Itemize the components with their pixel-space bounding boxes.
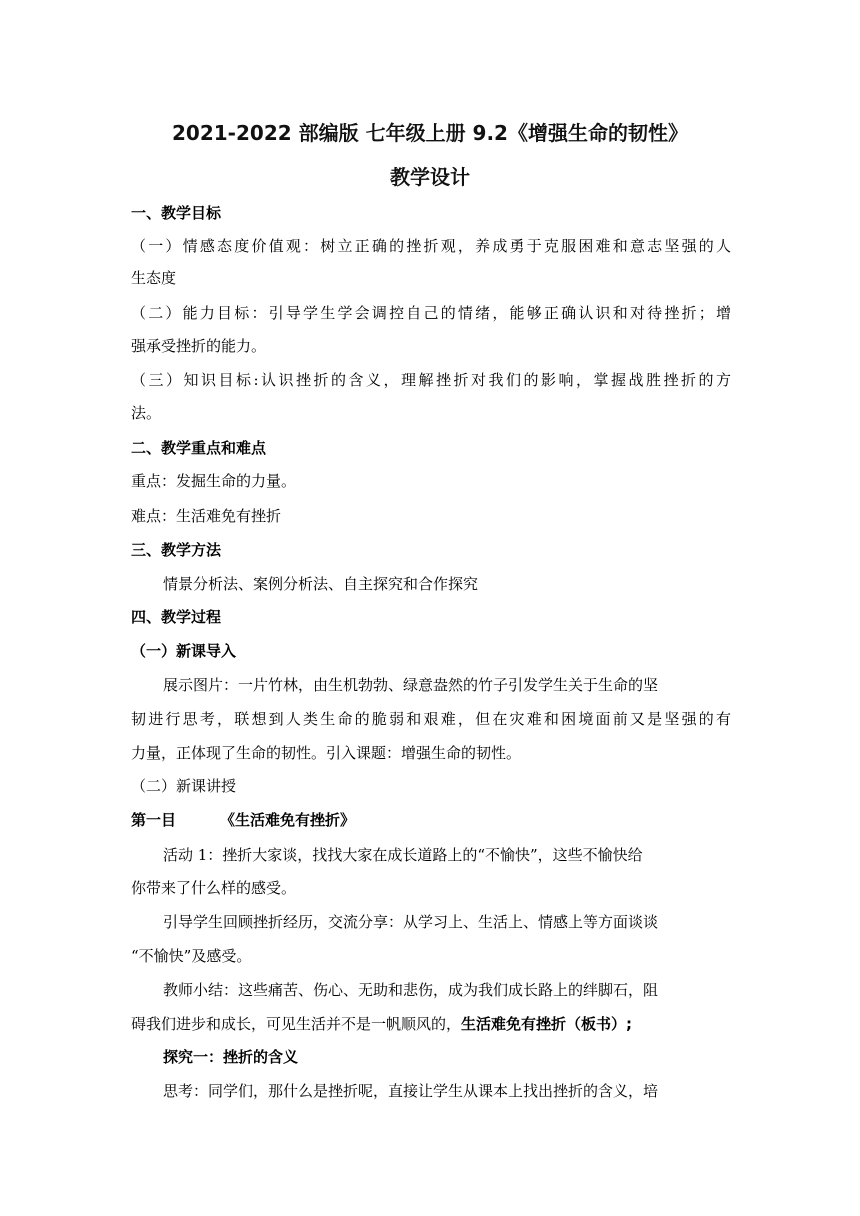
summary-line1: 教师小结：这些痛苦、伤心、无助和悲伤，成为我们成长路上的绊脚石，阻 <box>163 981 659 999</box>
summary-board-note: 生活难免有挫折（板书）; <box>461 1015 633 1033</box>
difficult-point-text: 难点：生活难免有挫折 <box>131 507 282 525</box>
key-point-text: 重点：发掘生命的力量。 <box>131 472 297 490</box>
intro-paragraph-line3: 力量，正体现了生命的韧性。引入课题：增强生命的韧性。 <box>131 744 522 762</box>
activity1-line1: 活动 1：挫折大家谈，找找大家在成长道路上的“不愉快”，这些不愉快给 <box>163 846 643 864</box>
think-line1: 思考：同学们，那什么是挫折呢，直接让学生从课本上找出挫折的含义，培 <box>163 1082 659 1100</box>
guide-line2: “不愉快”及感受。 <box>131 947 252 965</box>
objective-emotion-line2: 生态度 <box>131 269 177 287</box>
intro-paragraph-line2: 韧进行思考，联想到人类生命的脆弱和艰难，但在灾难和困境面前又是坚强的有 <box>131 710 731 728</box>
item-title: 《生活难免有挫折》 <box>220 811 356 829</box>
subheading-lecture: （二）新课讲授 <box>131 777 237 795</box>
section-heading-process: 四、教学过程 <box>131 608 222 626</box>
activity1-line2: 你带来了什么样的感受。 <box>131 879 297 897</box>
methods-text: 情景分析法、案例分析法、自主探究和合作探究 <box>163 575 479 593</box>
objective-ability-line1: （二）能力目标：引导学生学会调控自己的情绪，能够正确认识和对待挫折；增 <box>131 304 731 322</box>
document-subtitle: 教学设计 <box>390 165 470 189</box>
objective-knowledge-line2: 法。 <box>131 404 162 422</box>
guide-line1: 引导学生回顾挫折经历，交流分享：从学习上、生活上、情感上等方面谈谈 <box>163 913 659 931</box>
summary-line2 <box>131 1013 731 1035</box>
objective-emotion-line1: （一）情感态度价值观：树立正确的挫折观，养成勇于克服困难和意志坚强的人 <box>131 237 731 255</box>
item-heading <box>131 809 731 831</box>
section-heading-objectives: 一、教学目标 <box>131 204 222 222</box>
section-heading-methods: 三、教学方法 <box>131 541 222 559</box>
item-label: 第一目 <box>131 811 177 829</box>
objective-ability-line2: 强承受挫折的能力。 <box>131 337 267 355</box>
section-heading-key-points: 二、教学重点和难点 <box>131 439 267 457</box>
explore-heading: 探究一：挫折的含义 <box>163 1048 299 1066</box>
intro-paragraph-line1: 展示图片：一片竹林，由生机勃勃、绿意盎然的竹子引发学生关于生命的坚 <box>163 676 659 694</box>
objective-knowledge-line1: （三）知识目标:认识挫折的含义，理解挫折对我们的影响，掌握战胜挫折的方 <box>131 371 731 389</box>
summary-line2-text: 碍我们进步和成长，可见生活并不是一帆顺风的， <box>131 1015 462 1033</box>
document-title: 2021-2022 部编版 七年级上册 9.2《增强生命的韧性》 <box>172 121 688 145</box>
subheading-intro: （一）新课导入 <box>131 642 237 660</box>
